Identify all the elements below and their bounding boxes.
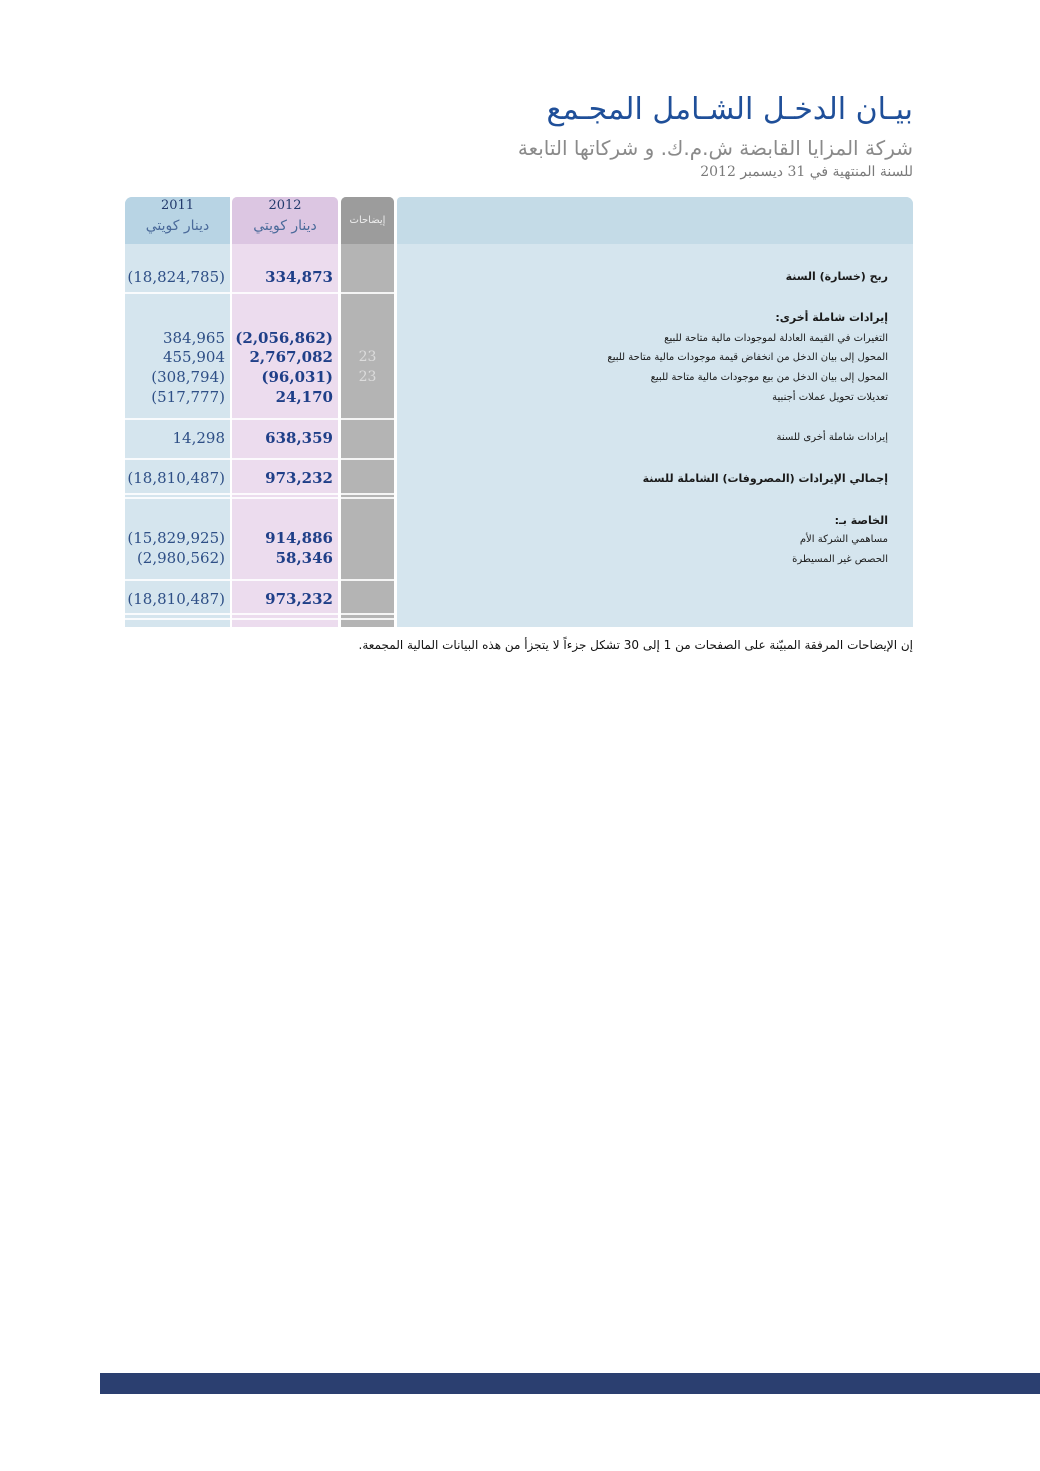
column-notes xyxy=(341,197,394,627)
footer-bar xyxy=(100,1373,1040,1394)
row-separator xyxy=(125,613,395,615)
value-2012: (96,031) xyxy=(261,368,333,386)
year-2012-heading: 2012 xyxy=(268,198,302,213)
value-2012: 973,232 xyxy=(265,469,333,487)
row-separator xyxy=(125,579,395,581)
value-2011: (517,777) xyxy=(151,388,225,406)
value-2011: 384,965 xyxy=(162,329,225,347)
row-label: إيرادات شاملة أخرى للسنة xyxy=(776,432,888,443)
row-label: المحول إلى بيان الدخل من انخفاض قيمة موجودات مالية متاحة للبيع xyxy=(607,352,888,363)
row-label: إجمالي الإيرادات (المصروفات) الشاملة للسنة xyxy=(642,472,888,485)
company-name: شركة المزايا القابضة ش.م.ك. و شركاتها التابعة xyxy=(517,136,913,160)
value-2011: 14,298 xyxy=(172,429,225,447)
footnote: إن الإيضاحات المرفقة المبيّنة على الصفحات من 1 إلى 30 تشكل جزءاً لا يتجزأ من هذه البيانات المالية المجمعة. xyxy=(358,638,913,652)
row-separator xyxy=(125,493,395,495)
header-cell-description xyxy=(397,197,913,244)
row-label: مساهمي الشركة الأم xyxy=(799,534,888,545)
value-2011: (308,794) xyxy=(151,368,225,386)
row-separator xyxy=(125,618,395,620)
value-2012: 2,767,082 xyxy=(249,348,333,366)
value-2011: (18,810,487) xyxy=(127,590,225,608)
period-label: للسنة المنتهية في 31 ديسمبر 2012 xyxy=(700,164,913,180)
value-2012: 24,170 xyxy=(275,388,333,406)
value-2012: 973,232 xyxy=(265,590,333,608)
currency-2011-heading: دينار كويتي xyxy=(145,218,210,234)
value-2012: 334,873 xyxy=(265,268,333,286)
value-2011: (15,829,925) xyxy=(127,529,225,547)
row-separator xyxy=(125,497,395,499)
year-2011-heading: 2011 xyxy=(160,198,195,213)
value-2012: 914,886 xyxy=(265,529,333,547)
page-title: بيـان الدخـل الشـامل المجـمع xyxy=(546,92,913,127)
note-ref: 23 xyxy=(358,349,377,365)
row-label: ربح (خسارة) السنة xyxy=(785,270,888,283)
row-separator xyxy=(125,458,395,460)
row-label: تعديلات تحويل عملات أجنبية xyxy=(772,392,888,403)
value-2012: 638,359 xyxy=(265,429,333,447)
section-heading: إيرادات شاملة أخرى: xyxy=(775,311,888,324)
value-2011: (18,810,487) xyxy=(127,469,225,487)
value-2012: (2,056,862) xyxy=(235,329,333,347)
row-separator xyxy=(125,418,395,420)
row-label: الحصص غير المسيطرة xyxy=(792,554,888,565)
section-heading: الخاصة بـ: xyxy=(834,514,888,527)
row-label: التغيرات في القيمة العادلة لموجودات مالية متاحة للبيع xyxy=(664,333,888,344)
value-2011: (18,824,785) xyxy=(127,268,225,286)
currency-2012-heading: دينار كويتي xyxy=(253,218,317,234)
row-separator xyxy=(125,292,395,294)
value-2011: 455,904 xyxy=(162,348,225,366)
value-2011: (2,980,562) xyxy=(136,549,225,567)
value-2012: 58,346 xyxy=(275,549,333,567)
note-ref: 23 xyxy=(358,369,377,385)
notes-heading: إيضاحات xyxy=(349,215,386,226)
row-label: المحول إلى بيان الدخل من بيع موجودات مالية متاحة للبيع xyxy=(650,372,888,383)
